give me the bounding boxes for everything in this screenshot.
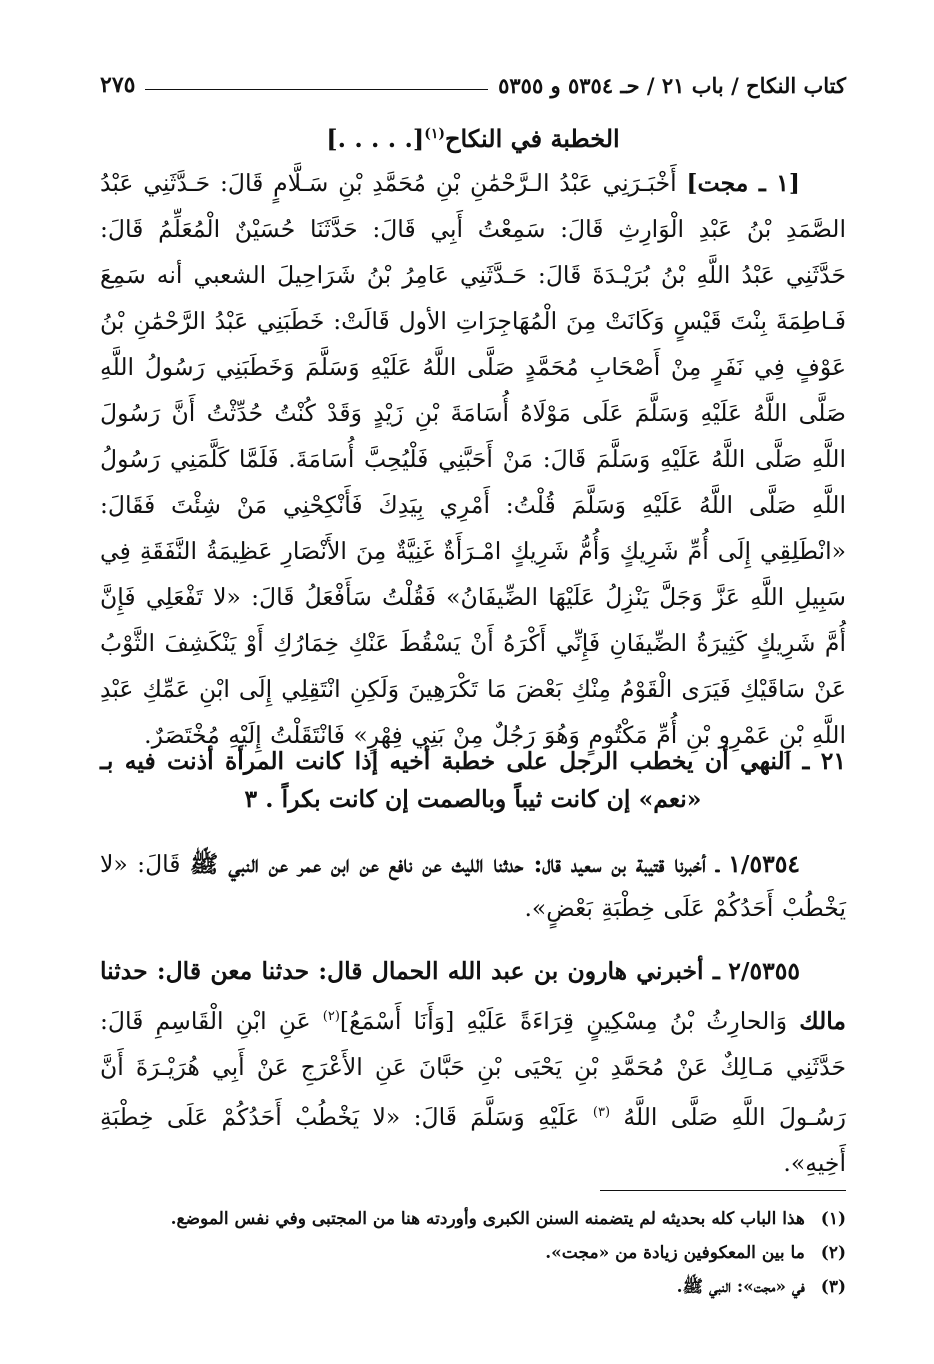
running-head <box>100 68 846 102</box>
section-heading <box>100 116 846 157</box>
hadith-2-number: ١/٥٣٥٤ <box>728 850 800 878</box>
hadith-2-text: قَالَ: «لا يَخْطُبْ أَحَدُكُمْ عَلَى خِطْبَةِ بَعْضٍ». <box>100 850 846 922</box>
footnote-3 <box>100 1270 846 1304</box>
footnote-text: هذا الباب كله بحديثه لم يتضمنه السنن الكبرى وأوردته هنا من المجتبى وفي نفس الموضع. <box>170 1209 805 1229</box>
hadith-1-text: أَخْبَـرَنِي عَبْدُ الـرَّحْمَٰنِ بْنِ مُحَمَّدِ بْنِ سَـلَّامٍ قَالَ: حَـدَّثَنِي عَبْدُ الصَّمَدِ بْنُ عَبْدِ الْوَارِثِ قَالَ: سَمِعْتُ أَبِي قَالَ: حَدَّثَنَا حُسَيْنٌ الْمُعَلِّمُ قَالَ: حَدَّثَنِي عَبْدُ اللَّهِ بْنُ بُرَيْـدَةَ قَالَ: حَـدَّثَنِي عَامِرُ بْنُ شَرَاحِيلَ الشعبي أنه سَمِعَ فَـاطِمَةَ بِنْتَ قَيْسٍ وَكَانَتْ مِنَ الْمُهَاجِرَاتِ الأول قَالَتْ: خَطَبَنِي عَبْدُ الرَّحْمَٰنِ بْنُ عَوْفٍ فِي نَفَرٍ مِنْ أَصْحَابِ مُحَمَّدٍ صَلَّى اللَّهُ عَلَيْهِ وَسَلَّمَ وَخَطَبَنِي رَسُولُ اللَّهِ صَلَّى اللَّهُ عَلَيْهِ وَسَلَّمَ عَلَى مَوْلَاهُ أُسَامَةَ بْنِ زَيْدٍ وَقَدْ كُنْتُ حُدِّثْتُ أَنَّ رَسُولَ اللَّهِ صَلَّى اللَّهُ عَلَيْهِ وَسَلَّمَ قَالَ: مَنْ أَحَبَّنِي فَلْيُحِبَّ أُسَامَةَ. فَلَمَّا كَلَّمَنِي رَسُولُ اللَّهِ صَلَّى اللَّهُ عَلَيْهِ وَسَلَّمَ قُلْتُ: أَمْرِي بِيَدِكَ فَأَنْكِحْنِي مَنْ شِئْتَ فَقَالَ: «انْطَلِقِي إِلَى أُمِّ شَرِيكٍ وَأُمُّ شَرِيكٍ امْـرَأَةٌ غَنِيَّةٌ مِنَ الأَنْصَارِ عَظِيمَةُ النَّفَقَةِ فِي سَبِيلِ اللَّهِ عَزَّ وَجَلَّ يَنْزِلُ عَلَيْهَا الضِّيفَانُ» فَقُلْتُ سَأَفْعَلُ قَالَ: «لا تَفْعَلِي فَإِنَّ أُمَّ شَرِيكٍ كَثِيرَةُ الضِّيفَانِ فَإِنِّي أَكْرَهُ أَنْ يَسْقُطَ عَنْكِ خِمَارُكِ أَوْ يَنْكَشِفَ الثَّوْبُ عَنْ سَاقَيْكِ فَيَرَى الْقَوْمُ مِنْكِ بَعْضَ مَا تَكْرَهِينَ وَلَكِنِ انْتَقِلِي إِلَى ابْنِ عَمِّكِ عَبْدِ اللَّهِ بْنِ عَمْرِو بْنِ أُمِّ مَكْتُومٍ وَهُوَ رَجُلٌ مِنْ بَنِي فِهْرٍ» فَانْتَقَلْتُ إِلَيْهِ مُخْتَصَرٌ. <box>100 169 846 749</box>
chapter-heading: ٢١ ـ النهي أن يخطب الرجل على خطبة أخيه إذا كانت المرأة أذنت فيه بـ «نعم» إن كانت ثيباً وبالصمت إن كانت بكراً . ٣ <box>100 747 846 813</box>
section-heading-bracket: [. . . . .] <box>326 124 425 153</box>
hadith-3-number: ٢/٥٣٥٥ <box>728 957 800 985</box>
footnote-text: ما بين المعكوفين زيادة من «مجت». <box>545 1243 805 1263</box>
footnotes <box>100 1202 846 1304</box>
footnote-text: في «مجت»: النبي ﷺ. <box>676 1277 805 1297</box>
section-heading-footnote-ref: (١) <box>424 126 445 142</box>
hadith-2 <box>100 842 846 930</box>
hadith-2-source: ـ أخبرنا قتيبة بن سعيد قال: حدثنا الليث عن نافع عن ابن عمر عن النبي ﷺ <box>189 850 719 878</box>
running-head-title: كتاب النكاح / باب ٢١ / حـ ٥٣٥٤ و ٥٣٥٥ <box>498 72 846 98</box>
hadith-3-text-a: وَالحارِثُ بْنُ مِسْكِينٍ قِرَاءَةً عَلَيْهِ [وَأَنَا أَسْمَعُ] <box>339 1006 788 1035</box>
footnote-marker: (٢) <box>820 1243 846 1263</box>
hadith-3-source: ـ أخبرني هارون بن عبد الله الحمال قال: حدثنا معن قال: حدثنا مالك <box>100 957 846 1035</box>
hadith-3 <box>100 948 846 1186</box>
footnote-marker: (١) <box>820 1209 846 1229</box>
hadith-3-text-c: عَلَيْهِ وَسَلَّمَ قَالَ: «لا يَخْطُبْ أَحَدُكُمْ عَلَى خِطْبَةِ أَخِيهِ». <box>100 1102 846 1177</box>
section-heading-title: الخطبة في النكاح <box>444 124 620 153</box>
footnote-1 <box>100 1202 846 1236</box>
hadith-3-text-b: عَنِ ابْنِ الْقَاسِمِ قَالَ: حَدَّثَنِي مَـالِكٌ عَنْ مُحَمَّدِ بْنِ يَحْيَى بْنِ حَبَّانَ عَنِ الأَعْرَجِ عَنْ أَبِي هُرَيْـرَةَ أَنَّ رَسُـولَ اللَّهِ صَلَّى اللَّهُ <box>100 1006 846 1131</box>
footnote-separator <box>600 1190 846 1191</box>
footnote-2 <box>100 1236 846 1270</box>
hadith-3-footnote-ref-3: (٣) <box>592 1104 611 1120</box>
page-number: ٢٧٥ <box>100 72 136 98</box>
hadith-3-footnote-ref-2: (٢) <box>322 1009 340 1024</box>
footnote-marker: (٣) <box>820 1277 846 1297</box>
hadith-1-number: [١ ـ مجت] <box>686 169 800 197</box>
hadith-1 <box>100 160 846 758</box>
running-head-rule <box>145 89 488 90</box>
